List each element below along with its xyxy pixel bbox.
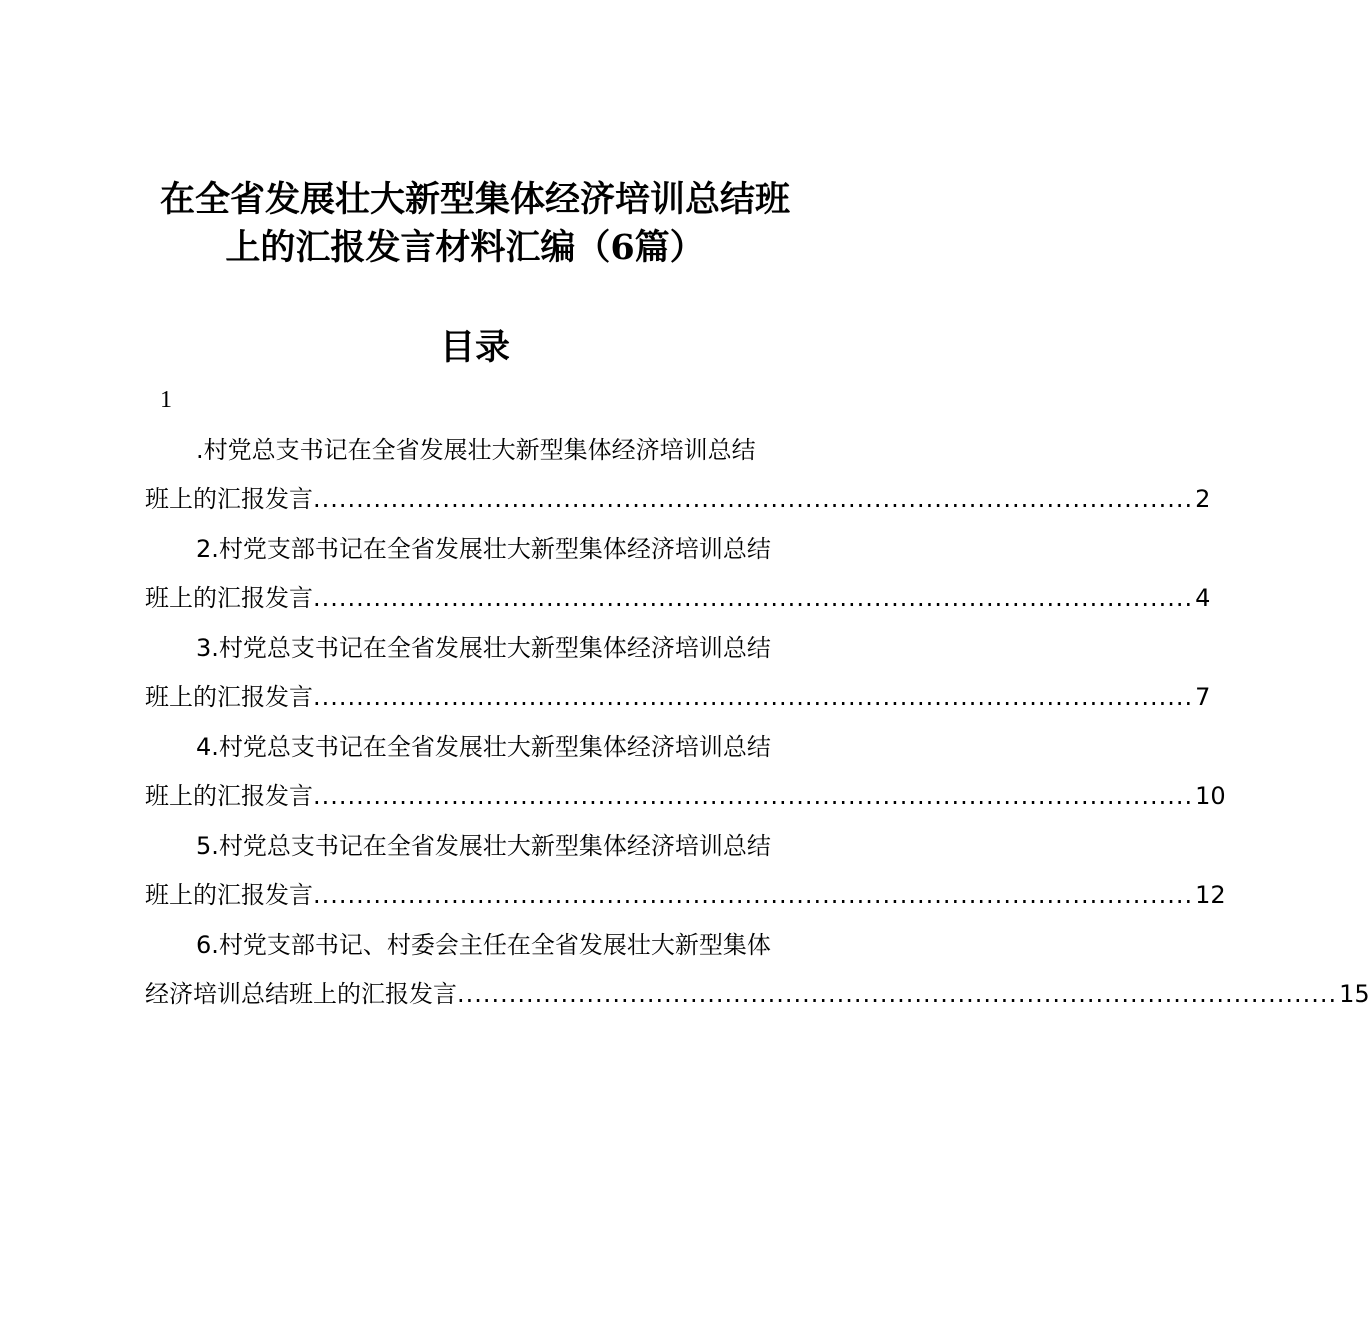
toc-entry-1-line1[interactable]: .村党总支书记在全省发展壮大新型集体经济培训总结 [196,436,756,464]
toc-page-number: 4 [1195,584,1211,612]
toc-heading: 目录 [439,327,510,368]
toc-page-number: 7 [1195,683,1211,711]
toc-entry-title: 经济培训总结班上的汇报发言 [145,980,457,1008]
toc-page-number: 12 [1195,881,1226,909]
document-title-line1: 在全省发展壮大新型集体经济培训总结班 [159,179,790,220]
toc-page-number: 15 [1339,980,1370,1008]
toc-entry-title: 班上的汇报发言 [145,485,313,513]
toc-entry-5-line1[interactable]: 5.村党总支书记在全省发展壮大新型集体经济培训总结 [196,832,771,860]
toc-entry-3-line2[interactable] [145,679,1211,715]
dot-leader: ...................................................................................................... [313,881,1194,909]
toc-page-number: 10 [1195,782,1226,810]
toc-entry-3-line1[interactable]: 3.村党总支书记在全省发展壮大新型集体经济培训总结 [196,634,771,662]
dot-leader: ...................................................................................................... [457,980,1338,1008]
toc-entry-4-line2[interactable] [145,778,1226,814]
toc-entry-title: 班上的汇报发言 [145,683,313,711]
toc-page-number: 2 [1195,485,1211,513]
toc-entry-2-line1[interactable]: 2.村党支部书记在全省发展壮大新型集体经济培训总结 [196,535,771,563]
dot-leader: ...................................................................................................... [313,683,1194,711]
toc-entry-4-line1[interactable]: 4.村党总支书记在全省发展壮大新型集体经济培训总结 [196,733,771,761]
toc-entry-title: 班上的汇报发言 [145,584,313,612]
toc-entry-1-line2[interactable] [145,481,1211,517]
stray-list-number: 1 [160,387,172,413]
toc-entry-title: 班上的汇报发言 [145,881,313,909]
dot-leader: ...................................................................................................... [313,782,1194,810]
dot-leader: ...................................................................................................... [313,584,1194,612]
toc-entry-5-line2[interactable] [145,877,1226,913]
toc-entry-2-line2[interactable] [145,580,1211,616]
dot-leader: ...................................................................................................... [313,485,1194,513]
toc-entry-6-line1[interactable]: 6.村党支部书记、村委会主任在全省发展壮大新型集体 [196,931,771,959]
document-title-line2: 上的汇报发言材料汇编（6篇） [225,227,705,268]
toc-entry-title: 班上的汇报发言 [145,782,313,810]
toc-entry-6-line2[interactable] [145,976,1370,1012]
